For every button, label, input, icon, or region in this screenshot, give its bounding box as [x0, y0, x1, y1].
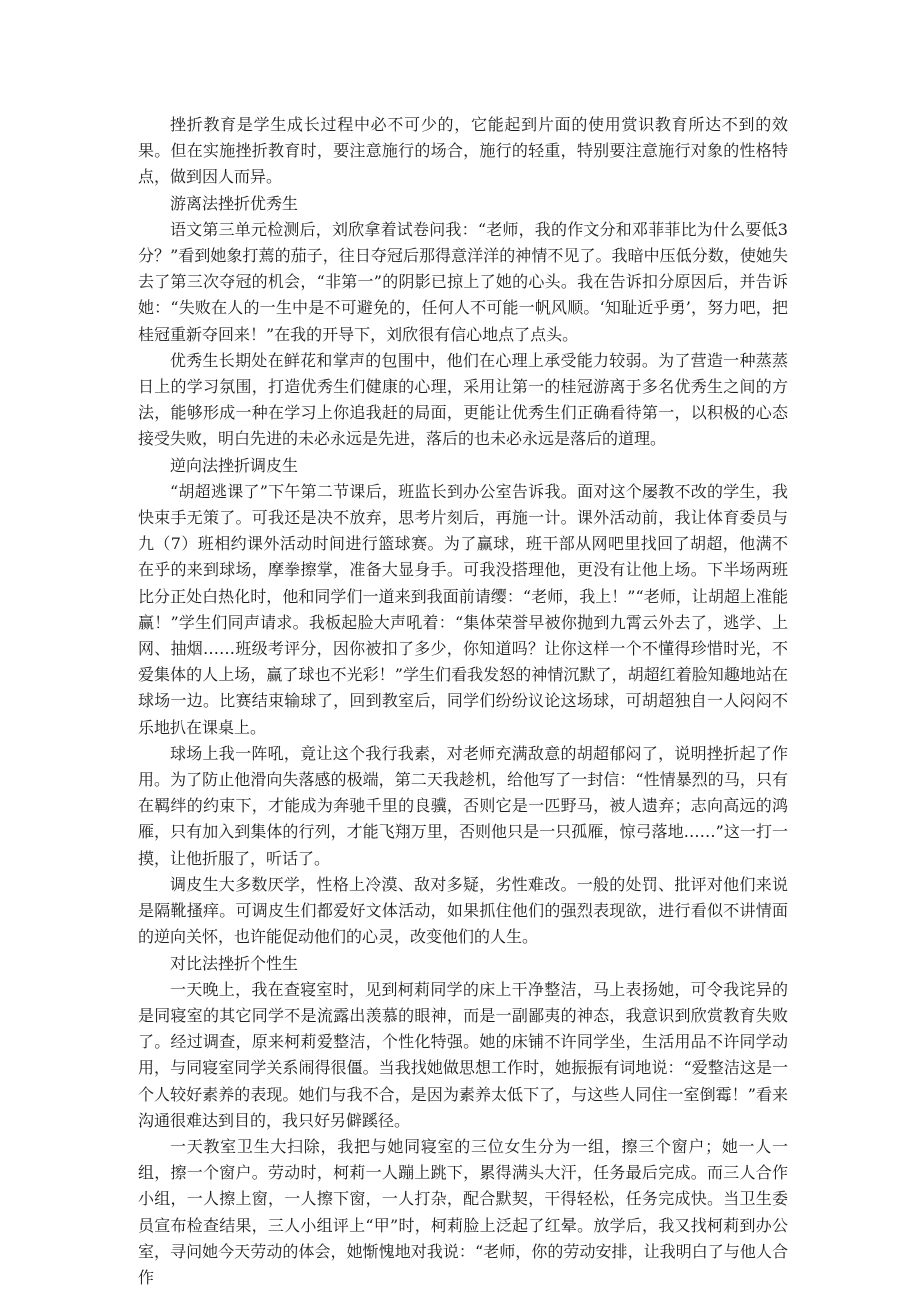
body-paragraph: 优秀生长期处在鲜花和掌声的包围中，他们在心理上承受能力较弱。为了营造一种蒸蒸日上的学习氛围，打造优秀生们健康的心理，采用让第一的桂冠游离于多名优秀生之间的方法，能够形成一种在学习上你追我赶的局面，更能让优秀生们正确看待第一，以积极的心态接受失败，明白先进的未必永远是先进，落后的也未必永远是落后的道理。 [138, 350, 788, 449]
document-body [138, 112, 788, 1291]
body-paragraph: 一天教室卫生大扫除，我把与她同寝室的三位女生分为一组，擦三个窗户；她一人一组，擦一个窗户。劳动时，柯莉一人蹦上跳下，累得满头大汗，任务最后完成。而三人合作小组，一人擦上窗，一人擦下窗，一人打杂，配合默契，干得轻松，任务完成快。当卫生委员宣布检查结果，三人小组评上“甲”时，柯莉脸上泛起了红晕。放学后，我又找柯莉到办公室，寻问她今天劳动的体会，她惭愧地对我说：“老师，你的劳动安排，让我明白了与他人合作 [138, 1136, 788, 1287]
intro-paragraph: 挫折教育是学生成长过程中必不可少的，它能起到片面的使用赏识教育所达不到的效果。但在实施挫折教育时，要注意施行的场合，施行的轻重，特别要注意施行对象的性格特点，做到因人而异。 [138, 115, 788, 187]
body-paragraph: 语文第三单元检测后，刘欣拿着试卷问我：“老师，我的作文分和邓菲菲比为什么要低3分？”看到她象打蔫的茄子，往日夺冠后那得意洋洋的神情不见了。我暗中压低分数，使她失去了第三次夺冠的机会，“非第一”的阴影已掠上了她的心头。我在告诉扣分原因后，并告诉她：“失败在人的一生中是不可避免的，任何人不可能一帆风顺。‘知耻近乎勇’，努力吧，把桂冠重新夺回来！”在我的开导下，刘欣很有信心地点了点头。 [138, 219, 788, 344]
body-paragraph: 一天晚上，我在查寝室时，见到柯莉同学的床上干净整洁，马上表扬她，可令我诧异的是同寝室的其它同学不是流露出羡慕的眼神，而是一副鄙夷的神态，我意识到欣赏教育失败了。经过调查，原来柯莉爱整洁，个性化特强。她的床铺不许同学坐，生活用品不许同学动用，与同寝室同学关系闹得很僵。当我找她做思想工作时，她振振有词地说：“爱整洁这是一个人较好素养的表现。她们与我不合，是因为素养太低下了，与这些人同住一室倒霉！”看来沟通很难达到目的，我只好另僻蹊径。 [138, 979, 788, 1130]
body-paragraph: “胡超逃课了”下午第二节课后，班监长到办公室告诉我。面对这个屡教不改的学生，我快束手无策了。可我还是决不放弃，思考片刻后，再施一计。课外活动前，我让体育委员与九（7）班相约课外活动时间进行篮球赛。为了赢球，班干部从网吧里找回了胡超，他满不在乎的来到球场，摩拳擦掌，准备大显身手。可我没搭理他，更没有让他上场。下半场两班比分正处白热化时，他和同学们一道来到我面前请缨：“老师，我上！”“老师，让胡超上准能赢！”学生们同声请求。我板起脸大声吼着：“集体荣誉早被你抛到九霄云外去了，逃学、上网、抽烟……班级考评分，因你被扣了多少，你知道吗？让你这样一个不懂得珍惜时光，不爱集体的人上场，赢了球也不光彩！”学生们看我发怒的神情沉默了，胡超红着脸知趣地站在球场一边。比赛结束输球了，回到教室后，同学们纷纷议论这场球，可胡超独自一人闷闷不乐地扒在课桌上。 [138, 481, 788, 737]
section-heading-excellent-students: 游离法挫折优秀生 [170, 193, 299, 213]
section-heading-naughty-students: 逆向法挫折调皮生 [170, 455, 299, 475]
section-heading-individualistic-students: 对比法挫折个性生 [170, 953, 299, 973]
body-paragraph: 调皮生大多数厌学，性格上冷漠、敌对多疑，劣性难改。一般的处罚、批评对他们来说是隔靴搔痒。可调皮生们都爱好文体活动，如果抓住他们的强烈表现欲，进行看似不讲情面的逆向关怀，也许能促动他们的心灵，改变他们的人生。 [138, 874, 788, 947]
body-paragraph: 球场上我一阵吼，竟让这个我行我素，对老师充满敌意的胡超郁闷了，说明挫折起了作用。为了防止他滑向失落感的极端，第二天我趁机，给他写了一封信：“性情暴烈的马，只有在羁绊的约束下，才能成为奔驰千里的良骥，否则它是一匹野马，被人遗弃；志向高远的鸿雁，只有加入到集体的行列，才能飞翔万里，否则他只是一只孤雁，惊弓落地……”这一打一摸，让他折服了，听话了。 [138, 743, 788, 868]
